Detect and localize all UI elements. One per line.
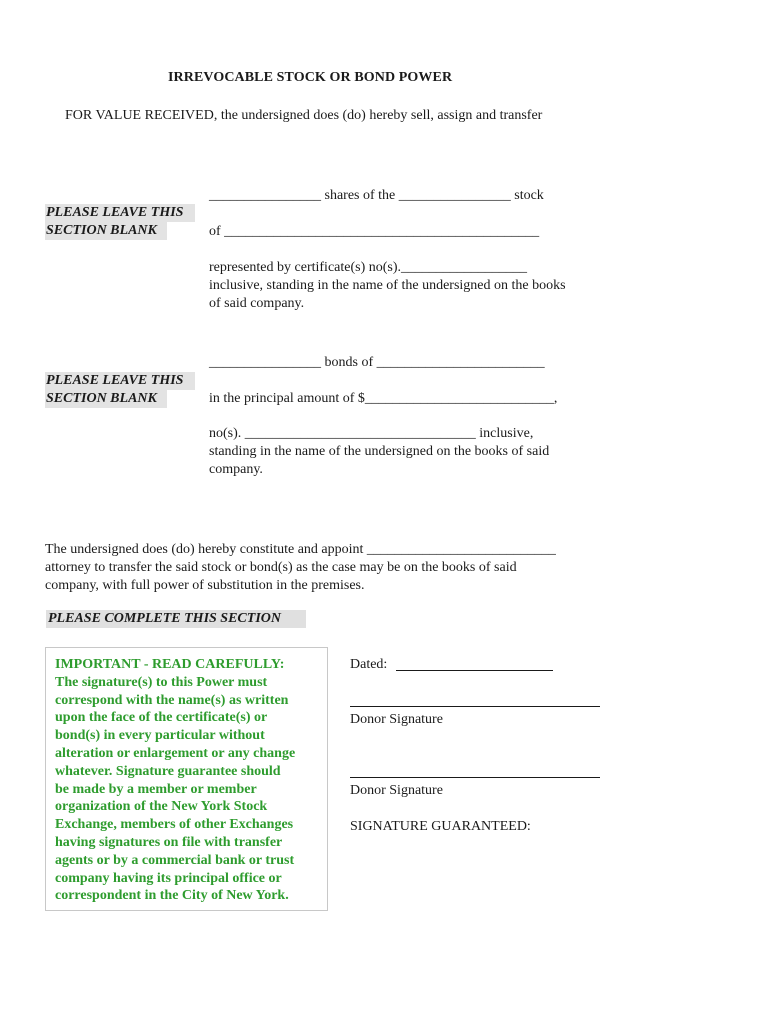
appoint-text-line2: attorney to transfer the said stock or bond(s) as the case may be on the books of said xyxy=(45,560,517,575)
donor-signature-line-2[interactable] xyxy=(350,777,600,778)
bond-blank-label xyxy=(45,372,195,408)
stock-blank-label-line2: SECTION BLANK xyxy=(45,222,167,240)
stock-company-text: of said company. xyxy=(209,296,305,311)
appoint-text-line3: company, with full power of substitution in the premises. xyxy=(45,578,365,593)
principal-amount-field-line[interactable]: in the principal amount of $___________________________, xyxy=(209,391,558,406)
bond-company-text: company. xyxy=(209,462,263,477)
intro-text: FOR VALUE RECEIVED, the undersigned does (do) hereby sell, assign and transfer xyxy=(65,108,543,123)
bond-blank-label-line2: SECTION BLANK xyxy=(45,390,167,408)
important-notice-text: IMPORTANT - READ CAREFULLY: The signature(s) to this Power must correspond with the name(s) as written upon the face of the certificate(s) or bond(s) in every particular without alteration or enlargement or any change whatever. Signature guarantee should be made by a member or member organization of the New York Stock Exchange, members of other Exchanges having signatures on file with transfer agents or by a commercial bank or trust company having its principal office or correspondent in the City of New York. xyxy=(55,657,296,904)
stock-inclusive-text: inclusive, standing in the name of the undersigned on the books xyxy=(209,278,566,293)
shares-field-line[interactable]: ________________ shares of the ________________ stock xyxy=(209,188,544,203)
appoint-attorney-field-line[interactable]: The undersigned does (do) hereby constitute and appoint ___________________________ xyxy=(45,542,556,557)
document-title: IRREVOCABLE STOCK OR BOND POWER xyxy=(168,70,453,85)
dated-label: Dated: xyxy=(350,657,388,672)
complete-section-label: PLEASE COMPLETE THIS SECTION xyxy=(46,610,306,628)
signature-guaranteed-label: SIGNATURE GUARANTEED: xyxy=(350,819,531,834)
bond-number-field-line[interactable]: no(s). _________________________________ inclusive, xyxy=(209,426,534,441)
donor-signature-label-1: Donor Signature xyxy=(350,712,443,727)
stock-company-field-line[interactable]: of _____________________________________________ xyxy=(209,224,540,239)
stock-blank-label-line1: PLEASE LEAVE THIS xyxy=(45,204,195,222)
bonds-field-line[interactable]: ________________ bonds of ________________________ xyxy=(209,355,545,370)
donor-signature-line-1[interactable] xyxy=(350,706,600,707)
donor-signature-label-2: Donor Signature xyxy=(350,783,443,798)
stock-blank-label xyxy=(45,204,195,240)
bond-standing-text: standing in the name of the undersigned on the books of said xyxy=(209,444,550,459)
certificate-number-field-line[interactable]: represented by certificate(s) no(s).__________________ xyxy=(209,260,528,275)
dated-field-line[interactable] xyxy=(396,670,553,671)
bond-blank-label-line1: PLEASE LEAVE THIS xyxy=(45,372,195,390)
